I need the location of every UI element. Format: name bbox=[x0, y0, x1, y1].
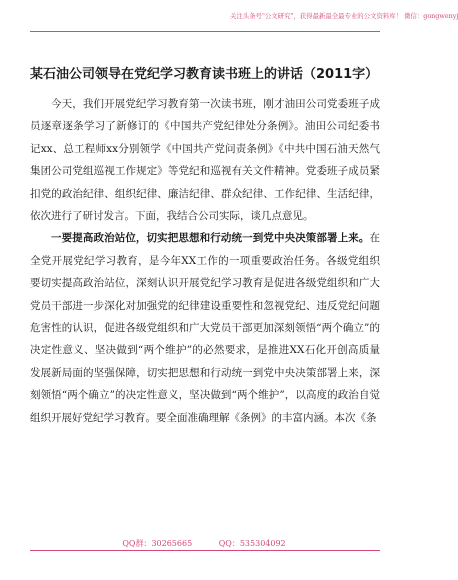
document-page bbox=[30, 65, 380, 429]
header-divider bbox=[30, 31, 380, 32]
paragraph-text: 今天，我们开展党纪学习教育第一次读书班，刚才油田公司党委班子成员逐章逐条学习了新修订的《中国共产党纪律处分条例》。油田公司纪委书记xx、总工程师xx分别领学《中国共产党问责条例》《中共中国石油天然气集团公司党组巡视工作规定》等党纪和巡视有关文件精神。党委班子成员紧扣党的政治纪律、组织纪律、廉洁纪律、群众纪律、工作纪律、生活纪律，依次进行了研讨发言。下面，我结合公司实际，谈几点意见。 bbox=[30, 98, 380, 223]
document-title: 某石油公司领导在党纪学习教育读书班上的讲话（2011字） bbox=[30, 67, 379, 82]
paragraph-point-one bbox=[30, 227, 380, 429]
paragraph-lead: 一要提高政治站位，切实把思想和行动统一到党中央决策部署上来。 bbox=[51, 232, 370, 245]
footer-qq-group: QQ群：30265665 bbox=[122, 539, 193, 548]
header-banner: 关注头条号"公文研究"，获得最新最全最专业的公文资料库！ 微信：gongwenyj bbox=[230, 12, 458, 20]
footer-qq: QQ：535304092 bbox=[218, 539, 286, 548]
paragraph-intro bbox=[30, 93, 380, 227]
paragraph-text: 在全党开展党纪学习教育，是今年XX工作的一项重要政治任务。各级党组织要切实提高政治站位，深刻认识开展党纪学习教育是促进各级党组织和广大党员干部进一步深化对加强党的纪律建设重要性和忽视党纪、违反党纪问题危害性的认识，促进各级党组织和广大党员干部更加深刻领悟“两个确立”的决定性意义、坚决做到“两个维护”的必然要求，是推进XX石化开创高质量发展新局面的坚强保障，切实把思想和行动统一到党中央决策部署上来，深刻领悟“两个确立”的决定性意义，坚决做到“两个维护”，以高度的政治自觉组织开展好党纪学习教育。要全面准确理解《条例》的丰富内涵。本次《条 bbox=[30, 232, 380, 424]
footer-contact bbox=[0, 538, 408, 550]
footer-divider bbox=[30, 550, 380, 551]
